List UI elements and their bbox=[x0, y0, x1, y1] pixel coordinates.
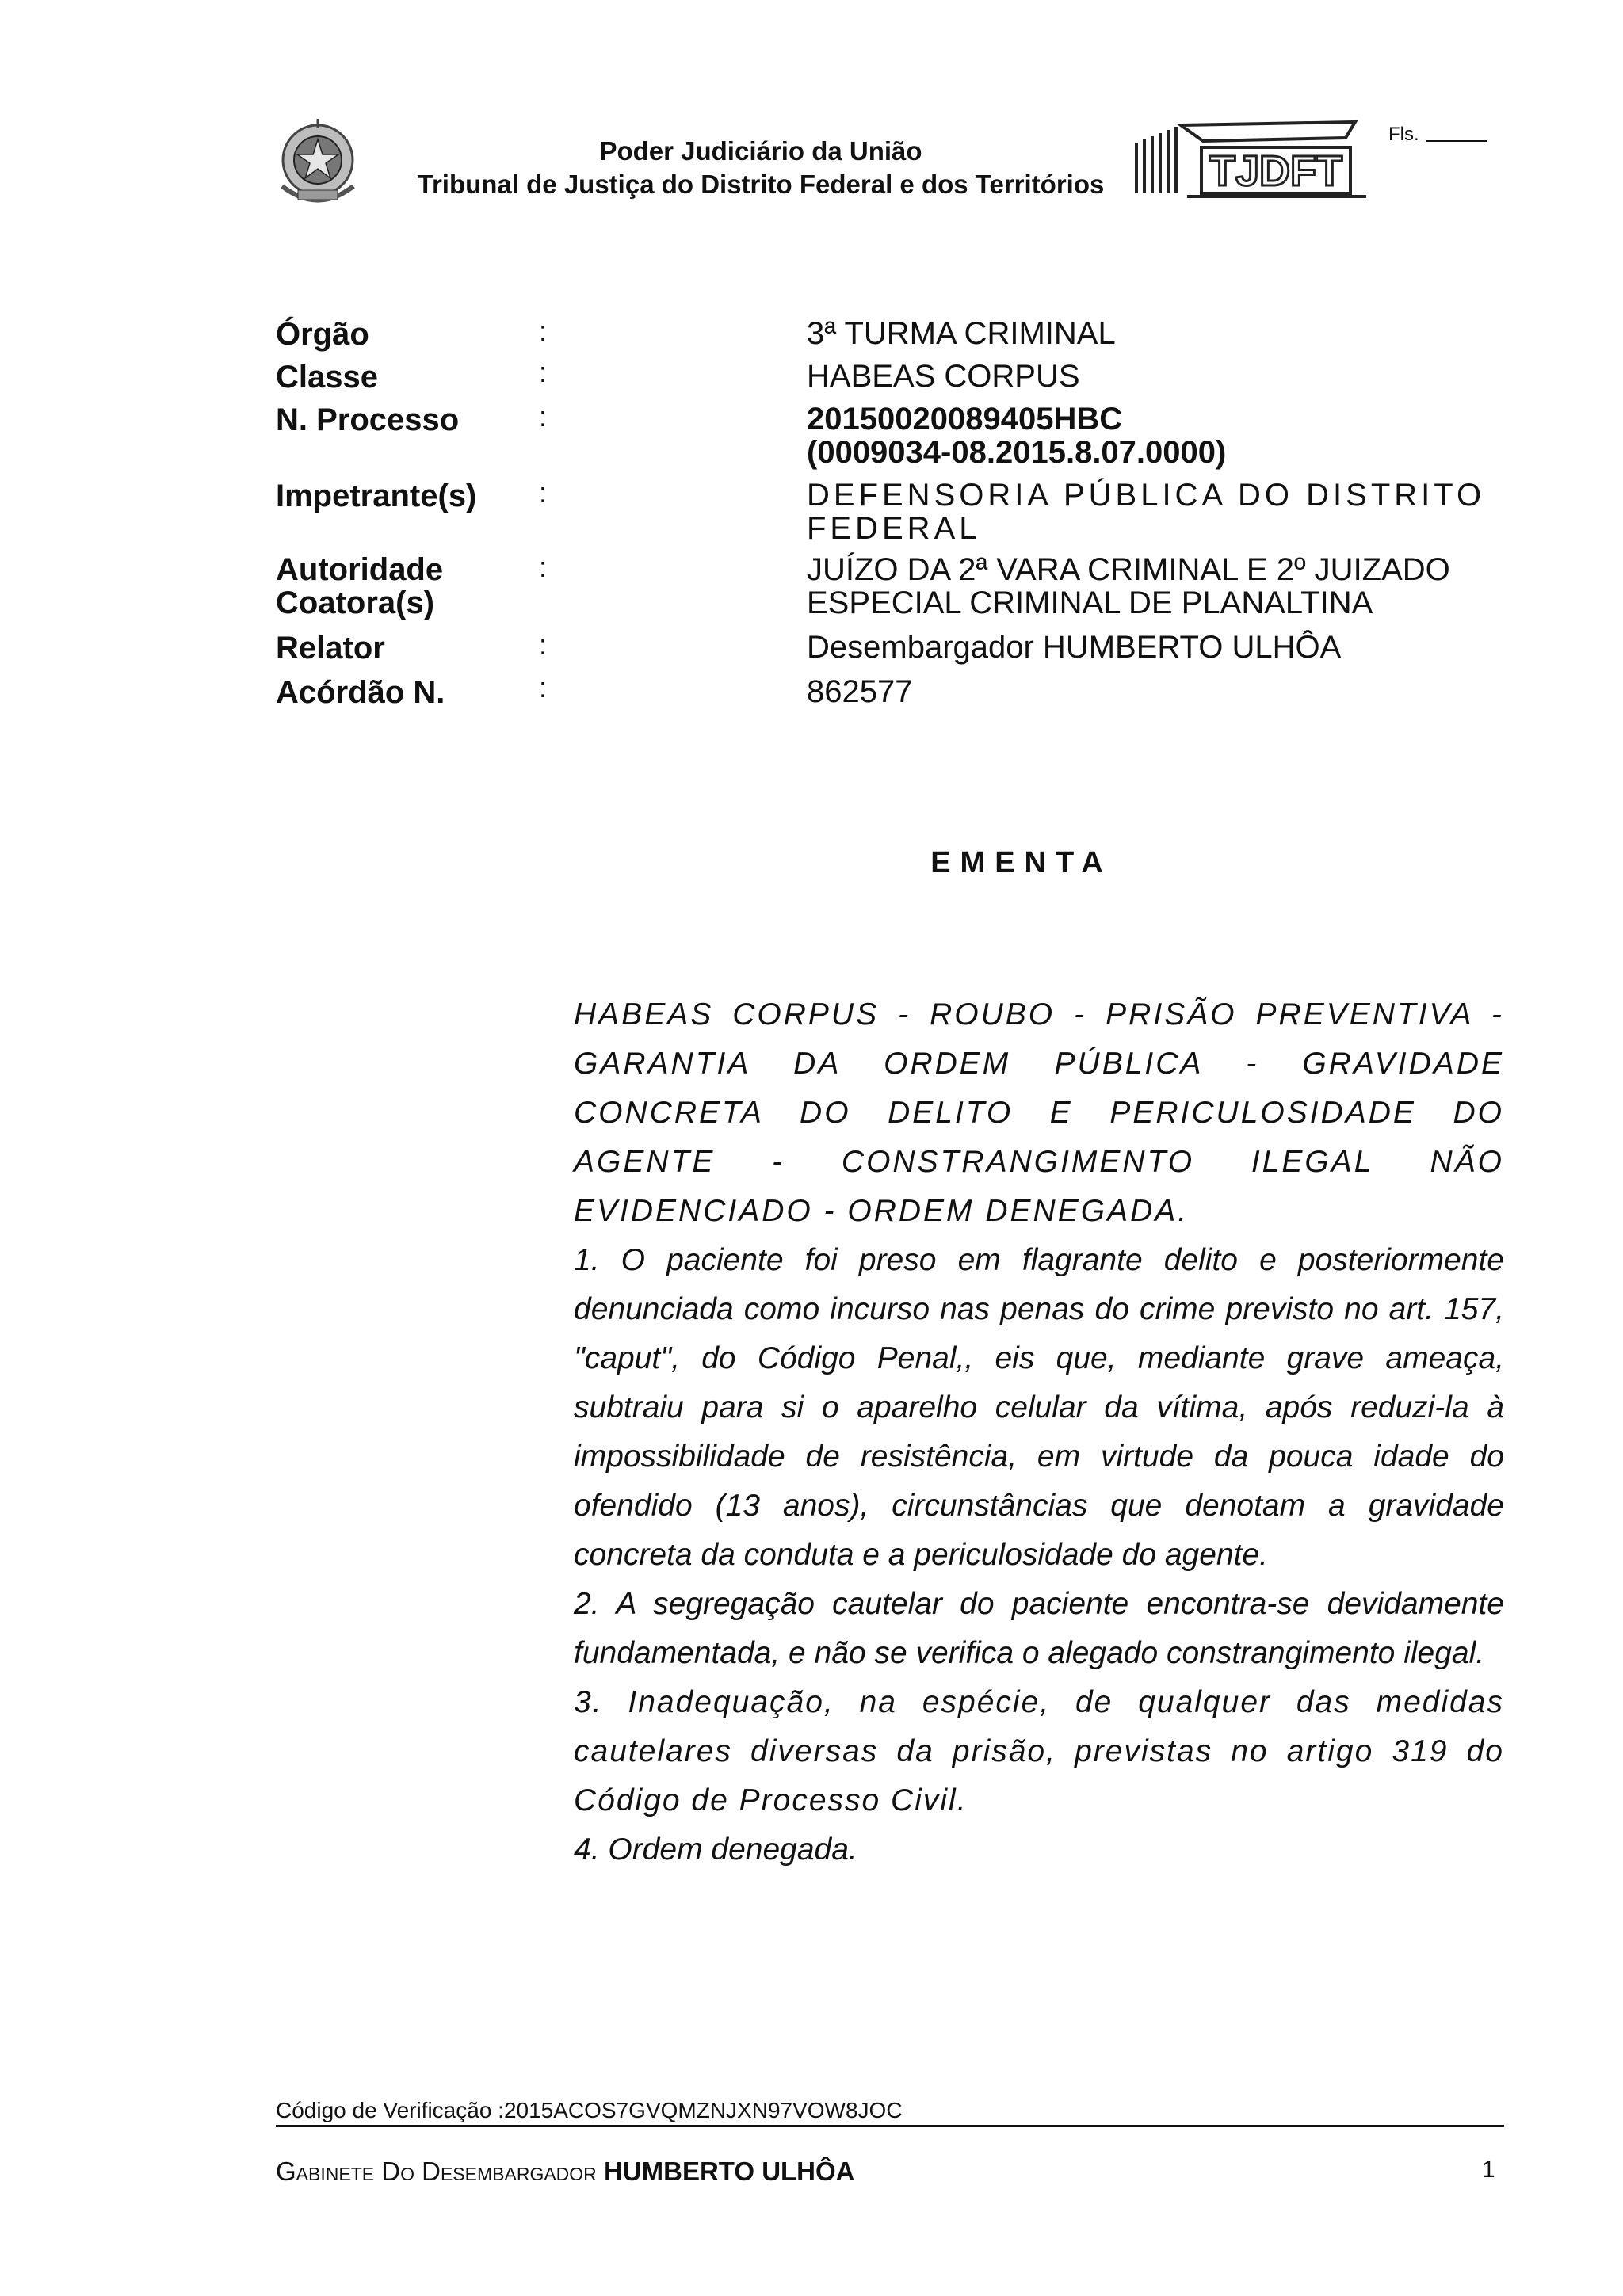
ementa-body bbox=[574, 990, 1504, 1875]
gabinete-prefix: Gabinete Do Desembargador bbox=[276, 2157, 597, 2186]
autoridade-label-line-2: Coatora(s) bbox=[276, 585, 435, 620]
classe-colon: : bbox=[539, 356, 548, 388]
ementa-item-2: 2. A segregação cautelar do paciente encontra-se devidamente fundamentada, e não se verifica o alegado constrangimento ilegal. bbox=[574, 1587, 1504, 1670]
tjdft-logo bbox=[1132, 117, 1369, 200]
ementa-item-1: 1. O paciente foi preso em flagrante delito e posteriormente denunciada como incurso nas penas do crime previsto no art. 157, "caput", do Código Penal,, eis que, mediante grave ameaça, subtraiu para si o aparelho celular da vítima, após reduzi-la à impossibilidade de resistência, em virtude da pouca idade do ofendido (13 anos), circunstâncias que denotam a gravidade concreta da conduta e a periculosidade do agente. bbox=[574, 1243, 1504, 1572]
orgao-label: Órgão bbox=[276, 317, 369, 352]
brasao-emblem-icon bbox=[266, 111, 369, 214]
orgao-value: 3ª TURMA CRIMINAL bbox=[807, 316, 1116, 351]
ementa-item-4: 4. Ordem denegada. bbox=[574, 1833, 857, 1867]
classe-value: HABEAS CORPUS bbox=[807, 359, 1080, 394]
page-number: 1 bbox=[1482, 2157, 1495, 2183]
autoridade-label bbox=[276, 553, 443, 620]
gabinete-name: HUMBERTO ULHÔA bbox=[603, 2157, 855, 2186]
relator-label: Relator bbox=[276, 631, 385, 666]
ementa-summary: HABEAS CORPUS - ROUBO - PRISÃO PREVENTIVA - GARANTIA DA ORDEM PÚBLICA - GRAVIDADE CONCRETA DO DELITO E PERICULOSIDADE DO AGENTE - CONSTRANGIMENTO ILEGAL NÃO EVIDENCIADO - ORDEM DENEGADA. bbox=[574, 997, 1504, 1228]
header-line-1: Poder Judiciário da União bbox=[599, 136, 922, 166]
processo-label: N. Processo bbox=[276, 402, 460, 437]
gabinete-line bbox=[276, 2157, 855, 2187]
impetrante-value: DEFENSORIA PÚBLICA DO DISTRITO FEDERAL bbox=[807, 478, 1486, 546]
folio-label: Fls. bbox=[1388, 124, 1419, 145]
relator-value: Desembargador HUMBERTO ULHÔA bbox=[807, 630, 1342, 665]
processo-number: 20150020089405HBC bbox=[807, 402, 1123, 437]
footer-divider bbox=[276, 2125, 1504, 2127]
classe-label: Classe bbox=[276, 360, 378, 395]
relator-colon: : bbox=[539, 628, 548, 661]
autoridade-value: JUÍZO DA 2ª VARA CRIMINAL E 2º JUIZADO ESPECIAL CRIMINAL DE PLANALTINA bbox=[807, 552, 1450, 620]
impetrante-label: Impetrante(s) bbox=[276, 479, 477, 513]
processo-cnj-number: (0009034-08.2015.8.07.0000) bbox=[807, 435, 1227, 470]
acordao-label: Acórdão N. bbox=[276, 675, 445, 710]
verification-code: Código de Verificação :2015ACOS7GVQMZNJXN97VOW8JOC bbox=[276, 2098, 903, 2122]
ementa-item-3: 3. Inadequação, na espécie, de qualquer das medidas cautelares diversas da prisão, previstas no artigo 319 do Código de Processo Civil. bbox=[574, 1685, 1504, 1817]
acordao-colon: : bbox=[539, 671, 548, 704]
folio-field bbox=[1388, 124, 1487, 146]
processo-value bbox=[807, 402, 1504, 469]
processo-colon: : bbox=[539, 400, 548, 433]
ementa-title: EMENTA bbox=[930, 846, 1113, 879]
impetrante-colon: : bbox=[539, 476, 548, 509]
header-line-2: Tribunal de Justiça do Distrito Federal e dos Territórios bbox=[417, 170, 1105, 199]
autoridade-label-line-1: Autoridade bbox=[276, 552, 444, 587]
autoridade-colon: : bbox=[539, 551, 548, 583]
orgao-colon: : bbox=[539, 315, 548, 347]
acordao-value: 862577 bbox=[807, 674, 913, 709]
court-header bbox=[396, 135, 1125, 201]
tjdft-logo-text: TJDFT bbox=[1209, 147, 1342, 195]
